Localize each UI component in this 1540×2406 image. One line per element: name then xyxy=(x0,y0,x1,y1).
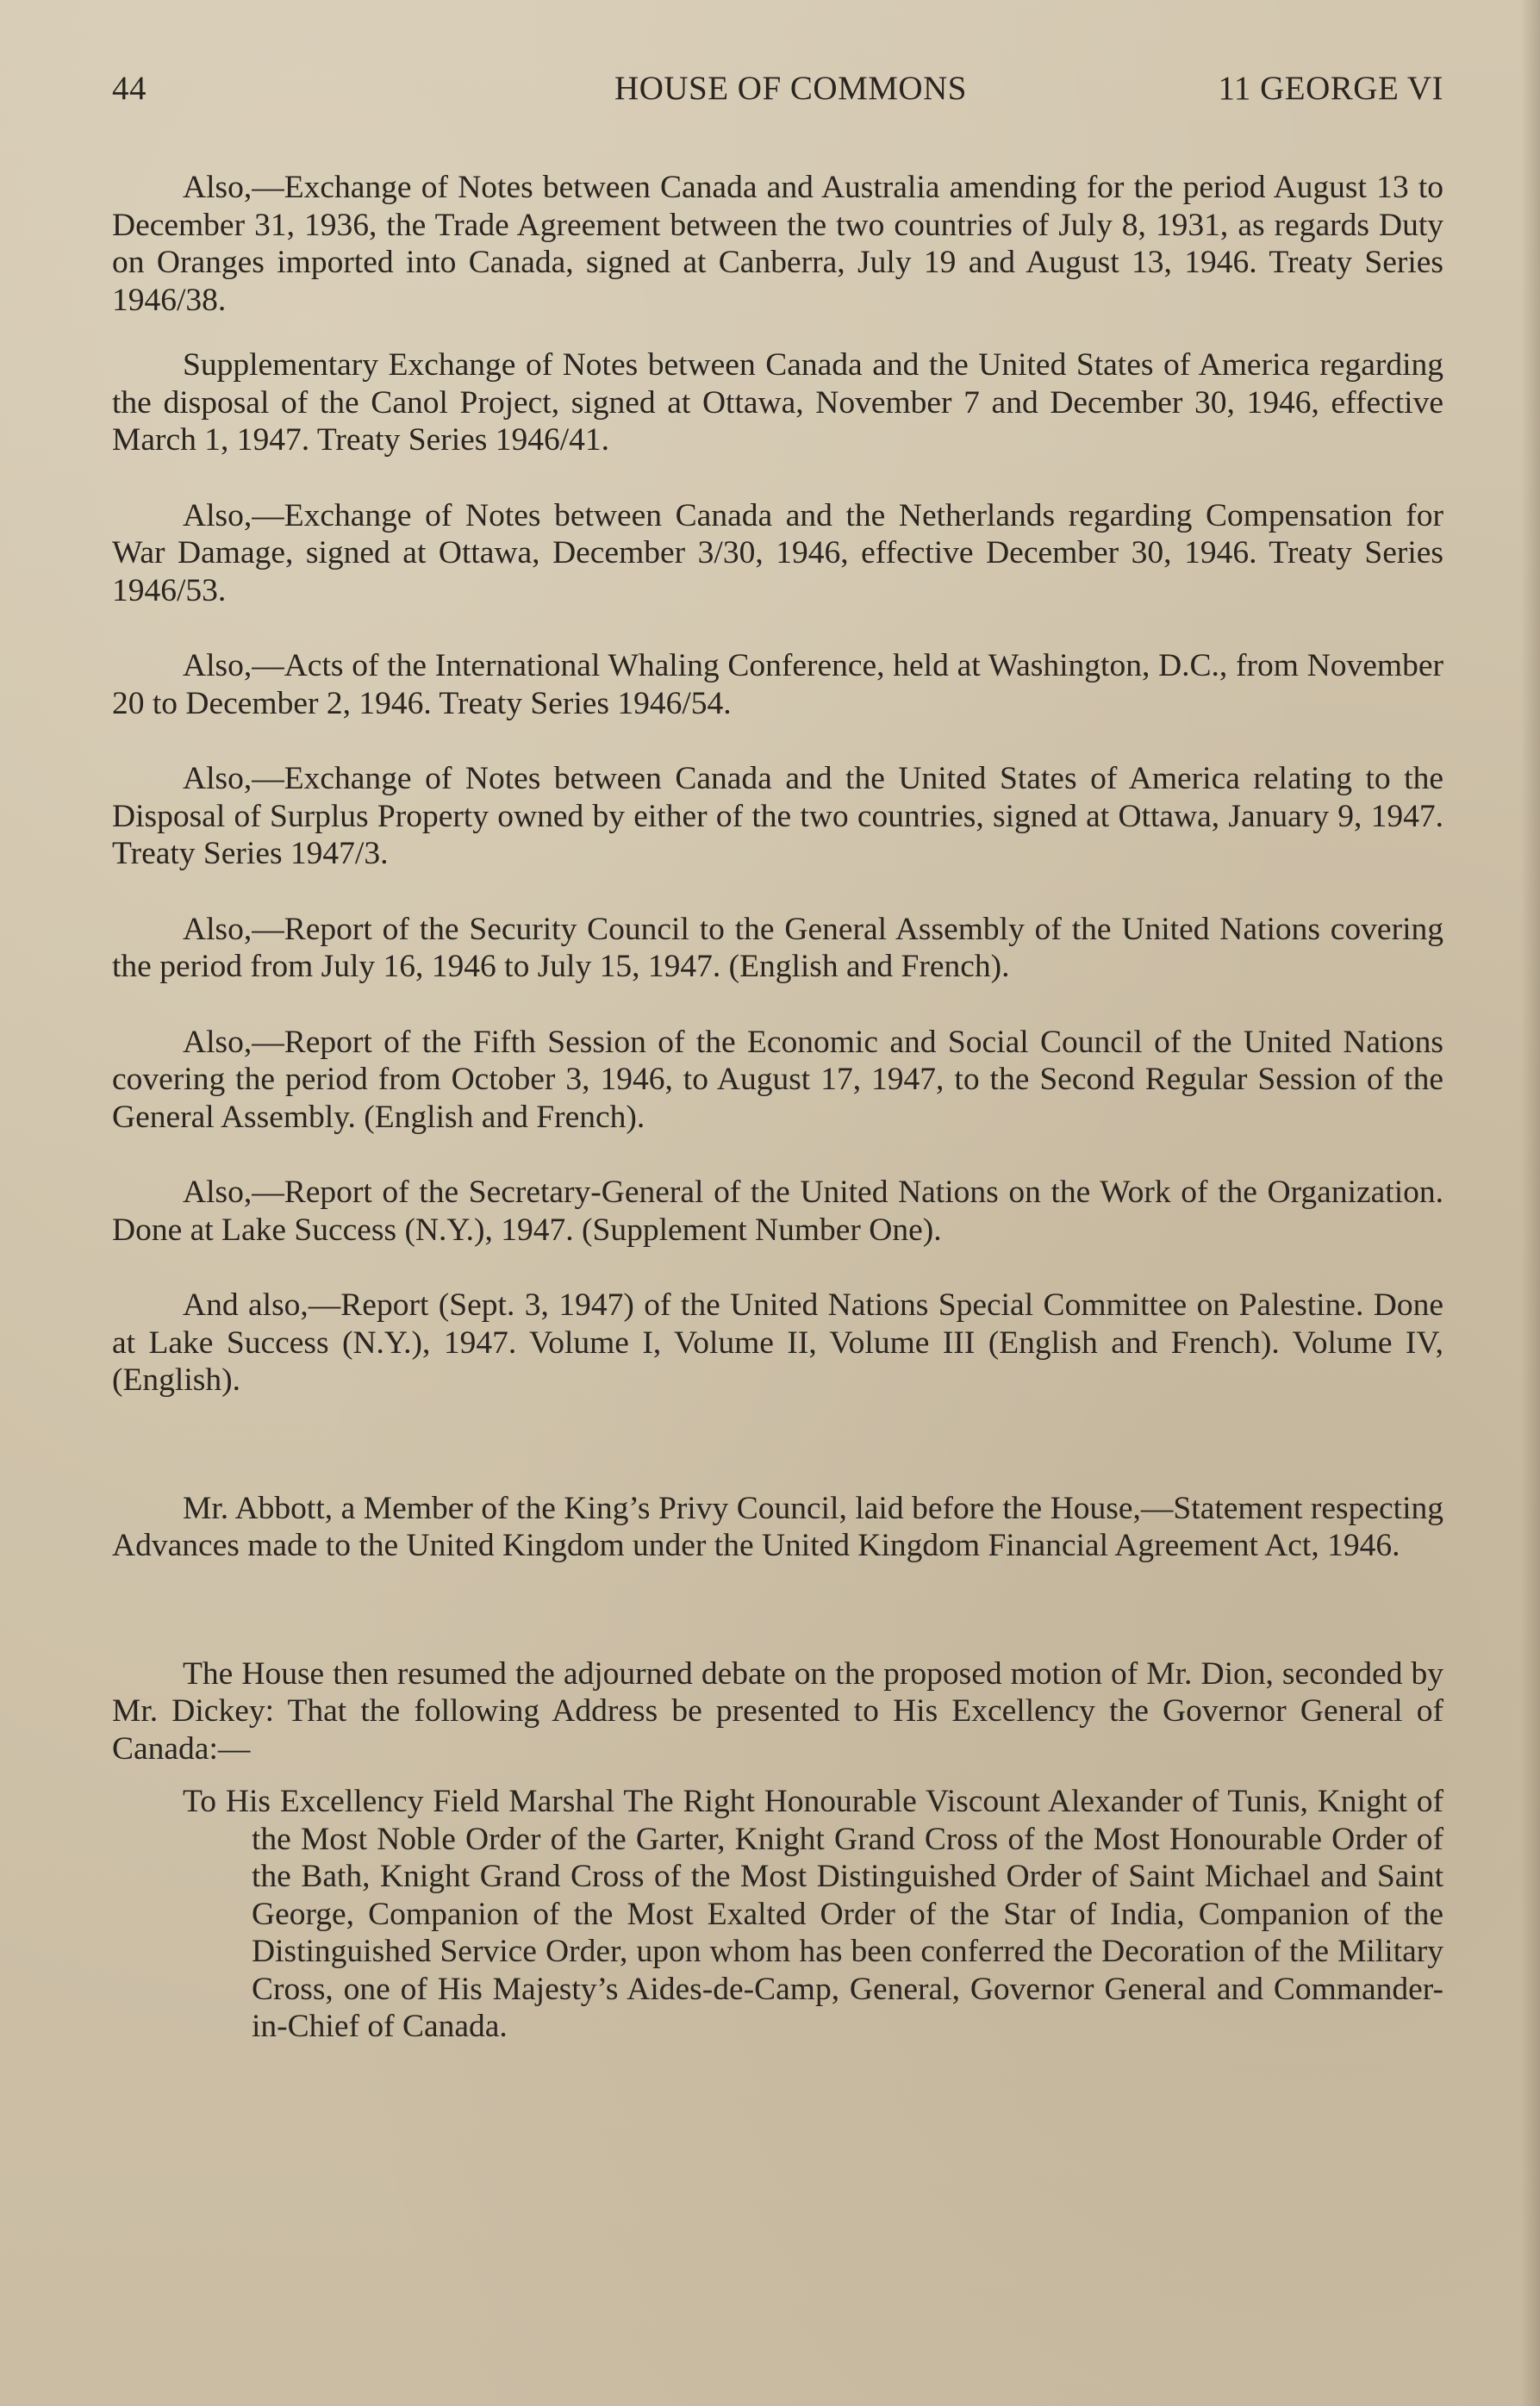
paragraph-economic-social-council: Also,—Report of the Fifth Session of the Economic and Social Council of the United Nations covering the period from October 3, 1946, to August 17, 1947, to the Second Regular Session of the General Assembly. (English and French). xyxy=(112,1024,1443,1135)
page-title: HOUSE OF COMMONS xyxy=(614,70,967,107)
paragraph-palestine-committee: And also,—Report (Sept. 3, 1947) of the United Nations Special Committee on Palestine. Done at Lake Success (N.Y.), 1947. Volume I, Volume II, Volume III (English and French). Volume IV, (English). xyxy=(112,1287,1443,1398)
paragraph-australia-oranges: Also,—Exchange of Notes between Canada and Australia amending for the period August 13 to December 31, 1936, the Trade Agreement between the two countries of July 8, 1931, as regards Duty on Oranges imported into Canada, signed at Canberra, July 19 and August 13, 1946. Treaty Series 1946/38. xyxy=(112,170,1443,318)
page-header xyxy=(112,69,1443,121)
paragraph-netherlands-war-damage: Also,—Exchange of Notes between Canada and the Netherlands regarding Compensation for War Damage, signed at Ottawa, December 3/30, 1946, effective December 30, 1946. Treaty Series 1946/53. xyxy=(112,497,1443,608)
paragraph-whaling-conference: Also,—Acts of the International Whaling Conference, held at Washington, D.C., from November 20 to December 2, 1946. Treaty Series 1946/54. xyxy=(112,648,1443,721)
paragraph-adjourned-debate: The House then resumed the adjourned debate on the proposed motion of Mr. Dion, seconded by Mr. Dickey: That the following Address be presented to His Excellency the Governor General of Canada:— xyxy=(112,1655,1443,1767)
paragraph-surplus-property: Also,—Exchange of Notes between Canada and the United States of America relating to the Disposal of Surplus Property owned by either of the two countries, signed at Ottawa, January 9, 1947. Treaty Series 1947/3. xyxy=(112,761,1443,871)
page-number: 44 xyxy=(112,70,147,107)
paragraph-secretary-general: Also,—Report of the Secretary-General of the United Nations on the Work of the Organization. Done at Lake Success (N.Y.), 1947. (Supplement Number One). xyxy=(112,1175,1443,1248)
paragraph-abbott-statement: Mr. Abbott, a Member of the King’s Privy Council, laid before the House,—Statement respecting Advances made to the United Kingdom under the United Kingdom Financial Agreement Act, 1946. xyxy=(112,1490,1443,1563)
paragraph-security-council: Also,—Report of the Security Council to the General Assembly of the United Nations covering the period from July 16, 1946 to July 15, 1947. (English and French). xyxy=(112,911,1443,984)
page-body xyxy=(112,169,1443,2046)
page-edge-shadow xyxy=(1521,0,1540,2406)
paragraph-canol-project: Supplementary Exchange of Notes between Canada and the United States of America regarding the disposal of the Canol Project, signed at Ottawa, November 7 and December 30, 1946, effective March 1, 1947. Treaty Series 1946/41. xyxy=(112,347,1443,458)
address-to-governor-general: To His Excellency Field Marshal The Right Honourable Viscount Alexander of Tunis, Knight of the Most Noble Order of the Garter, Knight Grand Cross of the Most Honourable Order of the Bath, Knight Grand Cross of the Most Distinguished Order of Saint Michael and Saint George, Companion of the Most Exalted Order of the Star of India, Companion of the Distinguished Service Order, upon whom has been conferred the Decoration of the Military Cross, one of His Majesty’s Aides-de-Camp, General, Governor General and Commander-in-Chief of Canada. xyxy=(183,1784,1443,2044)
session-label: 11 GEORGE VI xyxy=(1218,70,1443,107)
